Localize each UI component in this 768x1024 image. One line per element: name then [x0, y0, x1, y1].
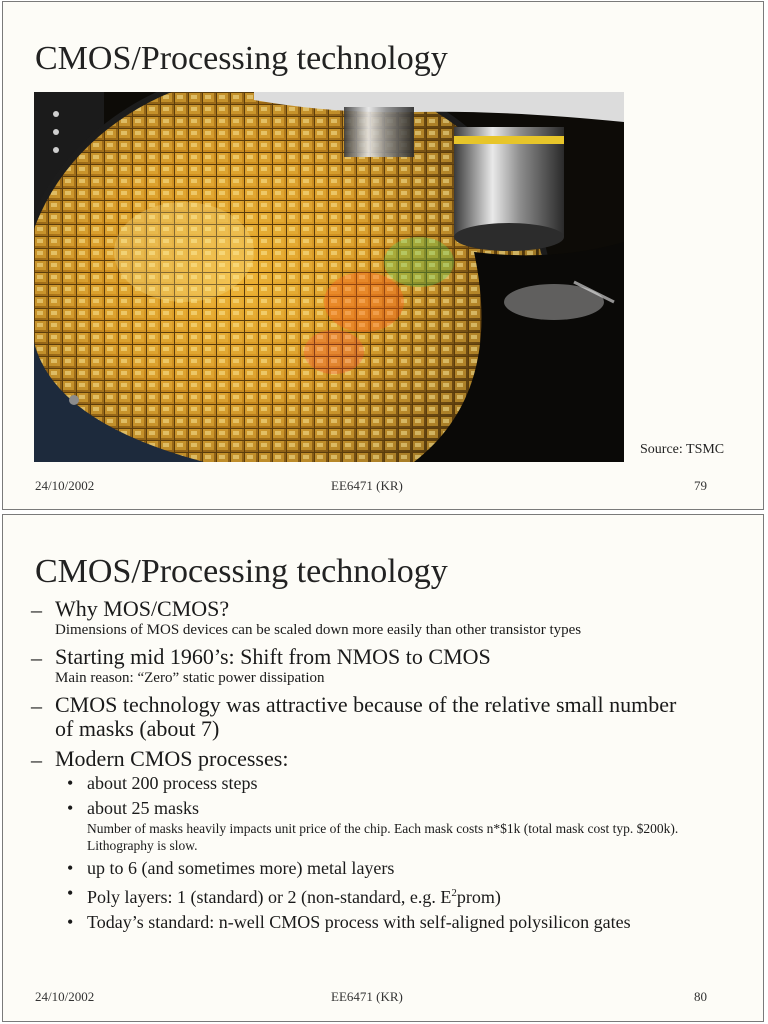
dash-marker: –: [31, 597, 42, 622]
bullet-item: [63, 912, 743, 933]
bullet-text: about 200 process steps: [87, 773, 258, 793]
list-item-subtext: Main reason: “Zero” static power dissipation: [55, 670, 325, 686]
slide-title: CMOS/Processing technology: [35, 553, 448, 590]
bullet-text-suffix: prom): [456, 887, 501, 907]
list-item-text: CMOS technology was attractive because of the relative small number of masks (about 7): [55, 692, 677, 741]
bullet-text: about 25 masks: [87, 798, 199, 818]
bullet-item: [63, 883, 743, 908]
footer-course: EE6471 (KR): [331, 478, 403, 493]
bullet-list: [63, 773, 743, 933]
superscript: 2: [451, 887, 457, 899]
list-item-text: Modern CMOS processes:: [55, 746, 289, 771]
bullet-marker: •: [67, 798, 74, 818]
dash-marker: –: [31, 747, 42, 772]
dash-marker: –: [31, 645, 42, 670]
bullet-item: [63, 858, 743, 879]
list-item: [31, 747, 743, 933]
bullet-text: Today’s standard: n-well CMOS process with self-aligned polysilicon gates: [87, 912, 631, 932]
dash-marker: –: [31, 693, 42, 718]
list-item-subtext: Dimensions of MOS devices can be scaled down more easily than other transistor types: [55, 622, 582, 638]
list-item-text: Why MOS/CMOS?: [55, 596, 230, 621]
image-source-caption: Source: TSMC: [640, 442, 725, 457]
bullet-marker: •: [67, 773, 74, 793]
footer-course: EE6471 (KR): [331, 989, 403, 1004]
bullet-text: Poly layers: 1 (standard) or 2 (non-standard, e.g. E: [87, 887, 452, 907]
footer-date: 24/10/2002: [35, 989, 95, 1004]
slide-title: CMOS/Processing technology: [35, 40, 448, 77]
list-item: [31, 693, 695, 741]
bullet-item: [63, 798, 743, 854]
list-item: [31, 597, 743, 639]
slide-80: [2, 514, 764, 1022]
bullet-marker: •: [67, 883, 74, 903]
slide-body: [31, 595, 743, 937]
bullet-marker: •: [67, 858, 74, 878]
bullet-note: Number of masks heavily impacts unit price of the chip. Each mask costs n*$1k (total mask cost typ. $200k). Lithography is slow.: [87, 821, 679, 853]
bullet-text: up to 6 (and sometimes more) metal layers: [87, 858, 395, 878]
footer-page-number: 79: [694, 478, 707, 493]
bullet-item: [63, 773, 743, 794]
silicon-wafer-photo: [34, 92, 624, 462]
list-item-text: Starting mid 1960’s: Shift from NMOS to CMOS: [55, 644, 491, 669]
footer-page-number: 80: [694, 989, 707, 1004]
footer-date: 24/10/2002: [35, 478, 95, 493]
slide-79: [2, 1, 764, 510]
bullet-marker: •: [67, 912, 74, 932]
list-item: [31, 645, 743, 687]
